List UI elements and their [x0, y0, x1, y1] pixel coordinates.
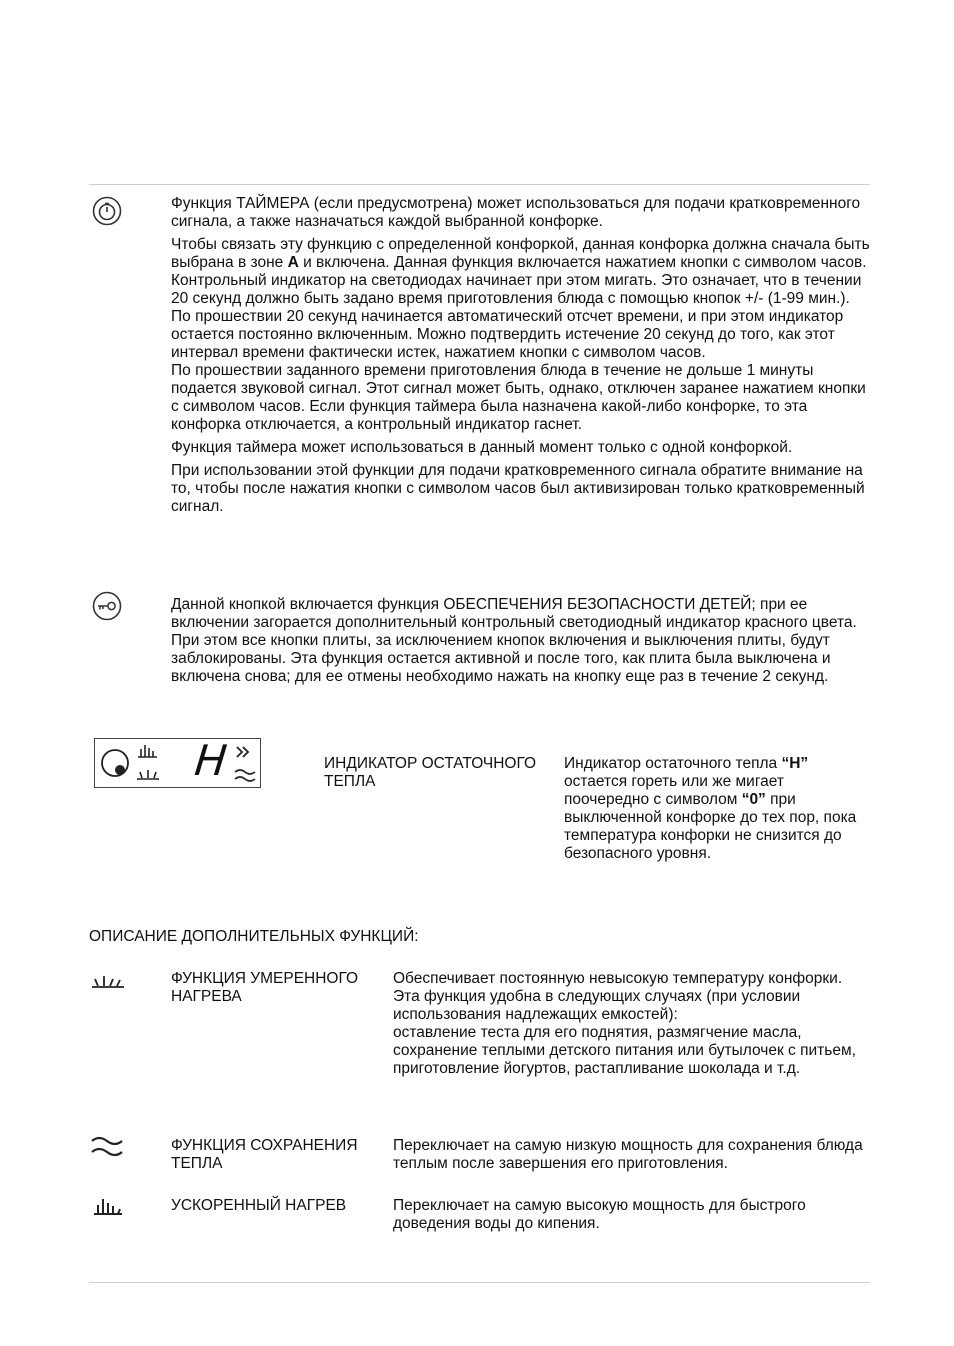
timer-paragraph-3: По прошествии заданного времени приготовления блюда в течение не дольше 1 минуты подается звуковой сигнал. Этот сигнал может быть, однако, отключен заранее нажатием кнопки с символом часов. Если функция таймера была назначена какой-либо конфорке, то эта конфорка отключается, а контрольный индикатор гаснет. — [171, 362, 866, 433]
keep-warm-function-name: ФУНКЦИЯ СОХРАНЕНИЯ ТЕПЛА — [171, 1137, 358, 1172]
residual-heat-description: Индикатор остаточного тепла “H” остается гореть или же мигает поочередно с символом “0” при выключенной конфорке до тех пор, пока температура конфорки не снизится до безопасного уровня. — [564, 755, 857, 862]
boost-icon — [92, 1196, 124, 1218]
boost-function-description: Переключает на самую высокую мощность для быстрого доведения воды до кипения. — [393, 1197, 806, 1232]
residual-heat-display — [94, 738, 261, 788]
residual-heat-symbol: H — [192, 736, 230, 785]
zone-label: A — [287, 254, 299, 271]
simmer-function-name: ФУНКЦИЯ УМЕРЕННОГО НАГРЕВА — [171, 970, 359, 1005]
simmer-function-description: Обеспечивает постоянную невысокую температуру конфорки. Эта функция удобна в следующих случаях (при условии использования надлежащих емкостей): оставление теста для его поднятия, размягчение масла, сохранение теплыми детского питания или бутылочек с питьем, приготовление йогуртов, растапливание шоколада и т.д. — [393, 970, 856, 1077]
child-lock-text: Данной кнопкой включается функция ОБЕСПЕЧЕНИЯ БЕЗОПАСНОСТИ ДЕТЕЙ; при ее включении загорается дополнительный контрольный светодиодный индикатор красного цвета. При этом все кнопки плиты, за исключением кнопок включения и выключения плиты, будут заблокированы. Эта функция остается активной и после того, как плита была выключена и включена снова; для ее отмены необходимо нажать на кнопку еще раз в течение 2 секунд. — [171, 596, 857, 685]
timer-description — [171, 195, 871, 521]
keep-warm-icon — [90, 1134, 124, 1158]
timer-paragraph-4: Функция таймера может использоваться в данный момент только с одной конфоркой. — [171, 439, 793, 456]
top-divider — [89, 184, 870, 185]
timer-paragraph-1: Функция ТАЙМЕРА (если предусмотрена) может использоваться для подачи кратковременного сигнала, а также назначаться каждой выбранной конфорке. — [171, 195, 861, 230]
boost-function-name: УСКОРЕННЫЙ НАГРЕВ — [171, 1197, 347, 1214]
timer-paragraph-2: Чтобы связать эту функцию с определенной конфоркой, данная конфорка должна сначала быть выбрана в зоне A и включена. Данная функция включается нажатием кнопки с символом часов. Контрольный индикатор на светодиодах начинает при этом мигать. Это означает, что в течении 20 секунд должно быть задано время приготовления блюда с помощью кнопок +/- (1-99 мин.). По прошествии 20 секунд начинается автоматический отсчет времени, и при этом индикатор остается постоянно включенным. Можно подтвердить истечение 20 секунд до того, как этот интервал времени фактически истек, нажатием кнопки с символом часов. — [171, 236, 870, 361]
child-lock-description — [171, 596, 871, 691]
residual-heat-title: ИНДИКАТОР ОСТАТОЧНОГО ТЕПЛА — [324, 755, 537, 790]
timer-icon — [91, 196, 123, 226]
additional-functions-heading: ОПИСАНИЕ ДОПОЛНИТЕЛЬНЫХ ФУНКЦИЙ: — [89, 928, 419, 945]
simmer-icon — [90, 972, 126, 992]
key-icon — [91, 591, 123, 621]
symbol-zero-label: “0” — [741, 791, 766, 808]
bottom-divider — [89, 1282, 870, 1283]
timer-paragraph-5: При использовании этой функции для подачи кратковременного сигнала обратите внимание на то, чтобы после нажатия кнопки с символом часов был активизирован только кратковременный сигнал. — [171, 462, 865, 515]
keep-warm-function-description: Переключает на самую низкую мощность для сохранения блюда теплым после завершения его приготовления. — [393, 1137, 863, 1172]
symbol-h-label: “H” — [781, 755, 809, 772]
